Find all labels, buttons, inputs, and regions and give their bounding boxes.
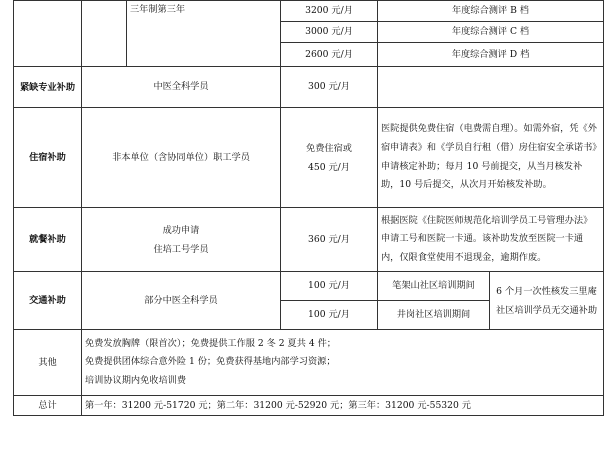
site-cell: 笔架山社区培训期间 <box>378 272 490 301</box>
other-line: 免费发放胸牌（限首次）；免费提供工作服 2 冬 2 夏共 4 件； <box>85 337 336 349</box>
note-cell <box>378 67 604 108</box>
empty-cell <box>82 1 127 67</box>
target-cell: 部分中医全科学员 <box>82 272 281 330</box>
amount-cell: 360 元/月 <box>281 208 378 272</box>
note-cell: 年度综合测评 D 档 <box>378 43 604 67</box>
table-row <box>14 1 604 22</box>
category-label: 住宿补助 <box>14 108 82 208</box>
table-row <box>14 330 604 396</box>
note-cell: 年度综合测评 B 档 <box>378 1 604 22</box>
subsidy-table <box>13 0 604 416</box>
note-cell: 6 个月一次性核发三里庵社区培训学员无交通补助 <box>490 272 604 330</box>
category-label: 其他 <box>14 330 82 396</box>
target-cell <box>82 208 281 272</box>
note-cell: 医院提供免费住宿（电费需自理）。如需外宿，凭《外宿申请表》和《学员自行租（借）房住宿安全承诺书》申请核定补助；每月 10 号前提交，从当月核发补助，10 号后提交，从次月开始核发补助。 <box>378 108 604 208</box>
table-row <box>14 108 604 208</box>
amount-cell: 300 元/月 <box>281 67 378 108</box>
amount-cell: 3000 元/月 <box>281 22 378 43</box>
table-row <box>14 208 604 272</box>
amount-line: 450 元/月 <box>308 161 350 173</box>
table-row <box>14 67 604 108</box>
target-line: 住培工号学员 <box>153 243 209 255</box>
other-cell <box>82 330 604 396</box>
other-line: 免费提供团体综合意外险 1 份；免费获得基地内部学习资源； <box>85 356 336 368</box>
note-cell: 根据医院《住院医师规范化培训学员工号管理办法》申请工号和医院一卡通。该补助发放至医院一卡通内，仅限食堂使用不退现金，逾期作废。 <box>378 208 604 272</box>
amount-cell: 100 元/月 <box>281 272 378 301</box>
amount-cell: 2600 元/月 <box>281 43 378 67</box>
site-cell: 井岗社区培训期间 <box>378 301 490 330</box>
empty-cell <box>14 1 82 67</box>
target-line: 成功申请 <box>162 224 200 236</box>
period-cell: 三年制第三年 <box>127 1 281 67</box>
total-cell: 第一年：31200 元-51720 元；第二年：31200 元-52920 元；第三年：31200 元-55320 元 <box>82 396 604 416</box>
category-label: 总计 <box>14 396 82 416</box>
category-label: 紧缺专业补助 <box>14 67 82 108</box>
table-row <box>14 272 604 301</box>
target-cell: 非本单位（含协同单位）职工学员 <box>82 108 281 208</box>
note-cell: 年度综合测评 C 档 <box>378 22 604 43</box>
table-row <box>14 396 604 416</box>
amount-cell: 3200 元/月 <box>281 1 378 22</box>
amount-cell: 100 元/月 <box>281 301 378 330</box>
target-cell: 中医全科学员 <box>82 67 281 108</box>
amount-cell <box>281 108 378 208</box>
category-label: 就餐补助 <box>14 208 82 272</box>
other-line: 培训协议期内免收培训费 <box>85 374 187 386</box>
category-label: 交通补助 <box>14 272 82 330</box>
amount-line: 免费住宿或 <box>306 142 352 154</box>
